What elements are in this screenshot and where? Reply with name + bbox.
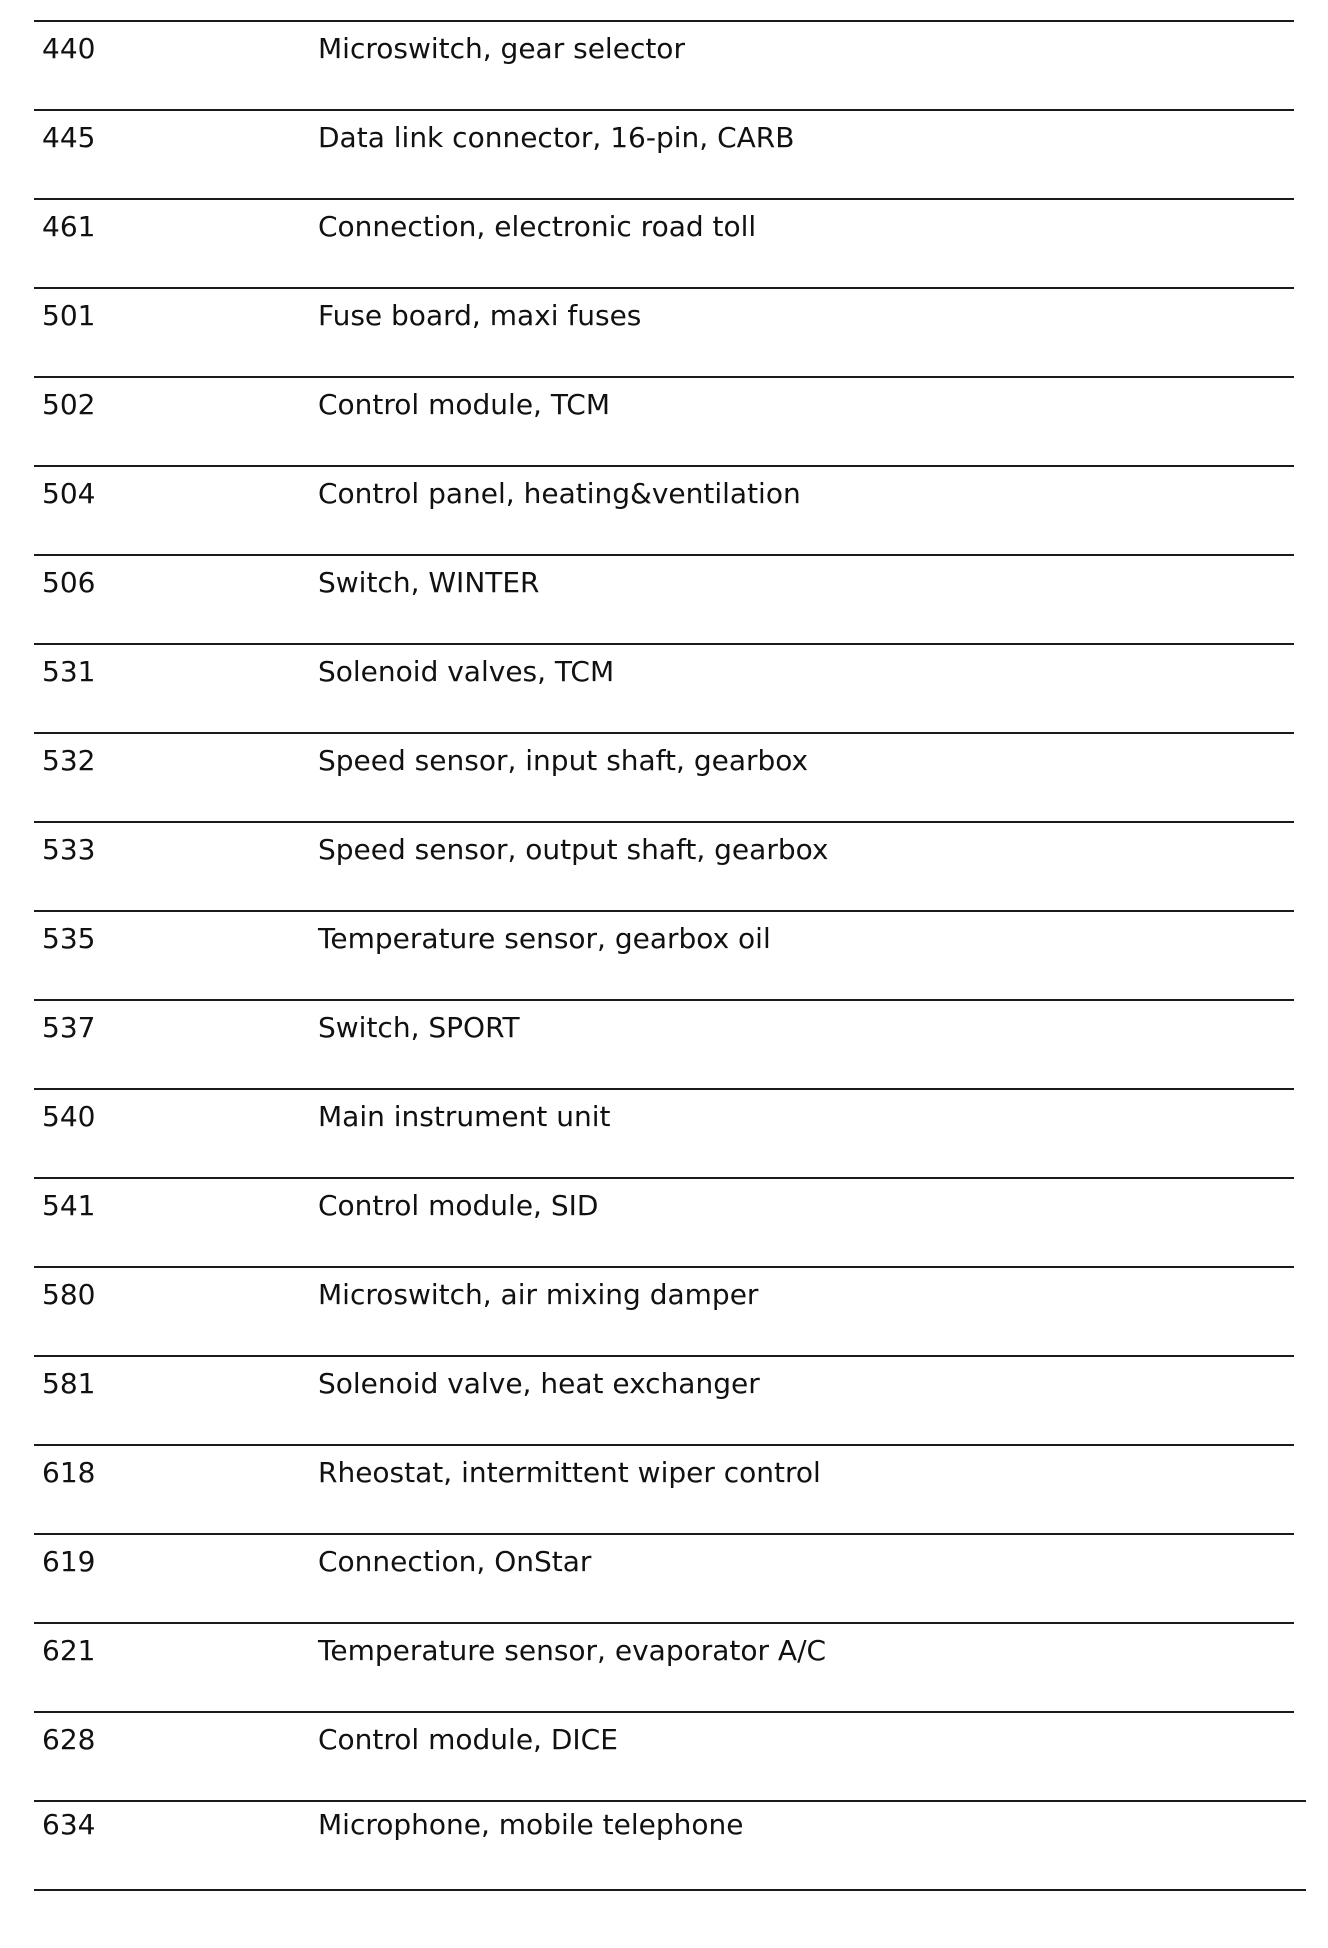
component-code: 618 bbox=[42, 1456, 96, 1489]
table-row bbox=[34, 821, 1294, 910]
component-description: Solenoid valve, heat exchanger bbox=[318, 1367, 760, 1400]
component-description: Control panel, heating&ventilation bbox=[318, 477, 801, 510]
component-table bbox=[34, 20, 1294, 1891]
table-row bbox=[34, 287, 1294, 376]
component-description: Connection, OnStar bbox=[318, 1545, 592, 1578]
component-code: 535 bbox=[42, 922, 96, 955]
component-description: Temperature sensor, gearbox oil bbox=[318, 922, 771, 955]
component-description: Data link connector, 16-pin, CARB bbox=[318, 121, 795, 154]
component-code: 619 bbox=[42, 1545, 96, 1578]
component-code: 533 bbox=[42, 833, 96, 866]
component-description: Solenoid valves, TCM bbox=[318, 655, 615, 688]
component-description: Switch, SPORT bbox=[318, 1011, 520, 1044]
table-row bbox=[34, 1711, 1294, 1800]
component-description: Switch, WINTER bbox=[318, 566, 540, 599]
table-row bbox=[34, 1533, 1294, 1622]
component-code: 440 bbox=[42, 32, 96, 65]
component-description: Speed sensor, output shaft, gearbox bbox=[318, 833, 829, 866]
component-description: Temperature sensor, evaporator A/C bbox=[318, 1634, 827, 1667]
table-row bbox=[34, 910, 1294, 999]
component-description: Speed sensor, input shaft, gearbox bbox=[318, 744, 809, 777]
component-description: Microswitch, air mixing damper bbox=[318, 1278, 759, 1311]
component-code: 531 bbox=[42, 655, 96, 688]
component-code: 621 bbox=[42, 1634, 96, 1667]
table-row bbox=[34, 643, 1294, 732]
component-description: Rheostat, intermittent wiper control bbox=[318, 1456, 821, 1489]
table-row bbox=[34, 1177, 1294, 1266]
component-description: Control module, SID bbox=[318, 1189, 599, 1222]
table-row bbox=[34, 1266, 1294, 1355]
table-row bbox=[34, 20, 1294, 109]
table-row bbox=[34, 1088, 1294, 1177]
component-description: Main instrument unit bbox=[318, 1100, 611, 1133]
component-code: 580 bbox=[42, 1278, 96, 1311]
component-description: Microswitch, gear selector bbox=[318, 32, 685, 65]
component-code: 445 bbox=[42, 121, 96, 154]
component-code: 504 bbox=[42, 477, 96, 510]
component-code: 541 bbox=[42, 1189, 96, 1222]
component-description: Control module, DICE bbox=[318, 1723, 618, 1756]
component-code: 461 bbox=[42, 210, 96, 243]
table-row bbox=[34, 732, 1294, 821]
table-row bbox=[34, 198, 1294, 287]
component-code: 628 bbox=[42, 1723, 96, 1756]
component-code: 506 bbox=[42, 566, 96, 599]
component-description: Microphone, mobile telephone bbox=[318, 1808, 744, 1841]
table-row bbox=[34, 1444, 1294, 1533]
table-row bbox=[34, 465, 1294, 554]
component-description: Connection, electronic road toll bbox=[318, 210, 757, 243]
table-row bbox=[34, 999, 1294, 1088]
table-row bbox=[34, 1355, 1294, 1444]
table-row bbox=[34, 1800, 1306, 1891]
component-description: Fuse board, maxi fuses bbox=[318, 299, 642, 332]
component-code: 540 bbox=[42, 1100, 96, 1133]
component-code: 532 bbox=[42, 744, 96, 777]
table-row bbox=[34, 1622, 1294, 1711]
table-row bbox=[34, 109, 1294, 198]
component-code: 501 bbox=[42, 299, 96, 332]
component-code: 537 bbox=[42, 1011, 96, 1044]
component-code: 581 bbox=[42, 1367, 96, 1400]
table-row bbox=[34, 554, 1294, 643]
table-row bbox=[34, 376, 1294, 465]
component-code: 502 bbox=[42, 388, 96, 421]
component-description: Control module, TCM bbox=[318, 388, 611, 421]
component-code: 634 bbox=[42, 1808, 96, 1841]
